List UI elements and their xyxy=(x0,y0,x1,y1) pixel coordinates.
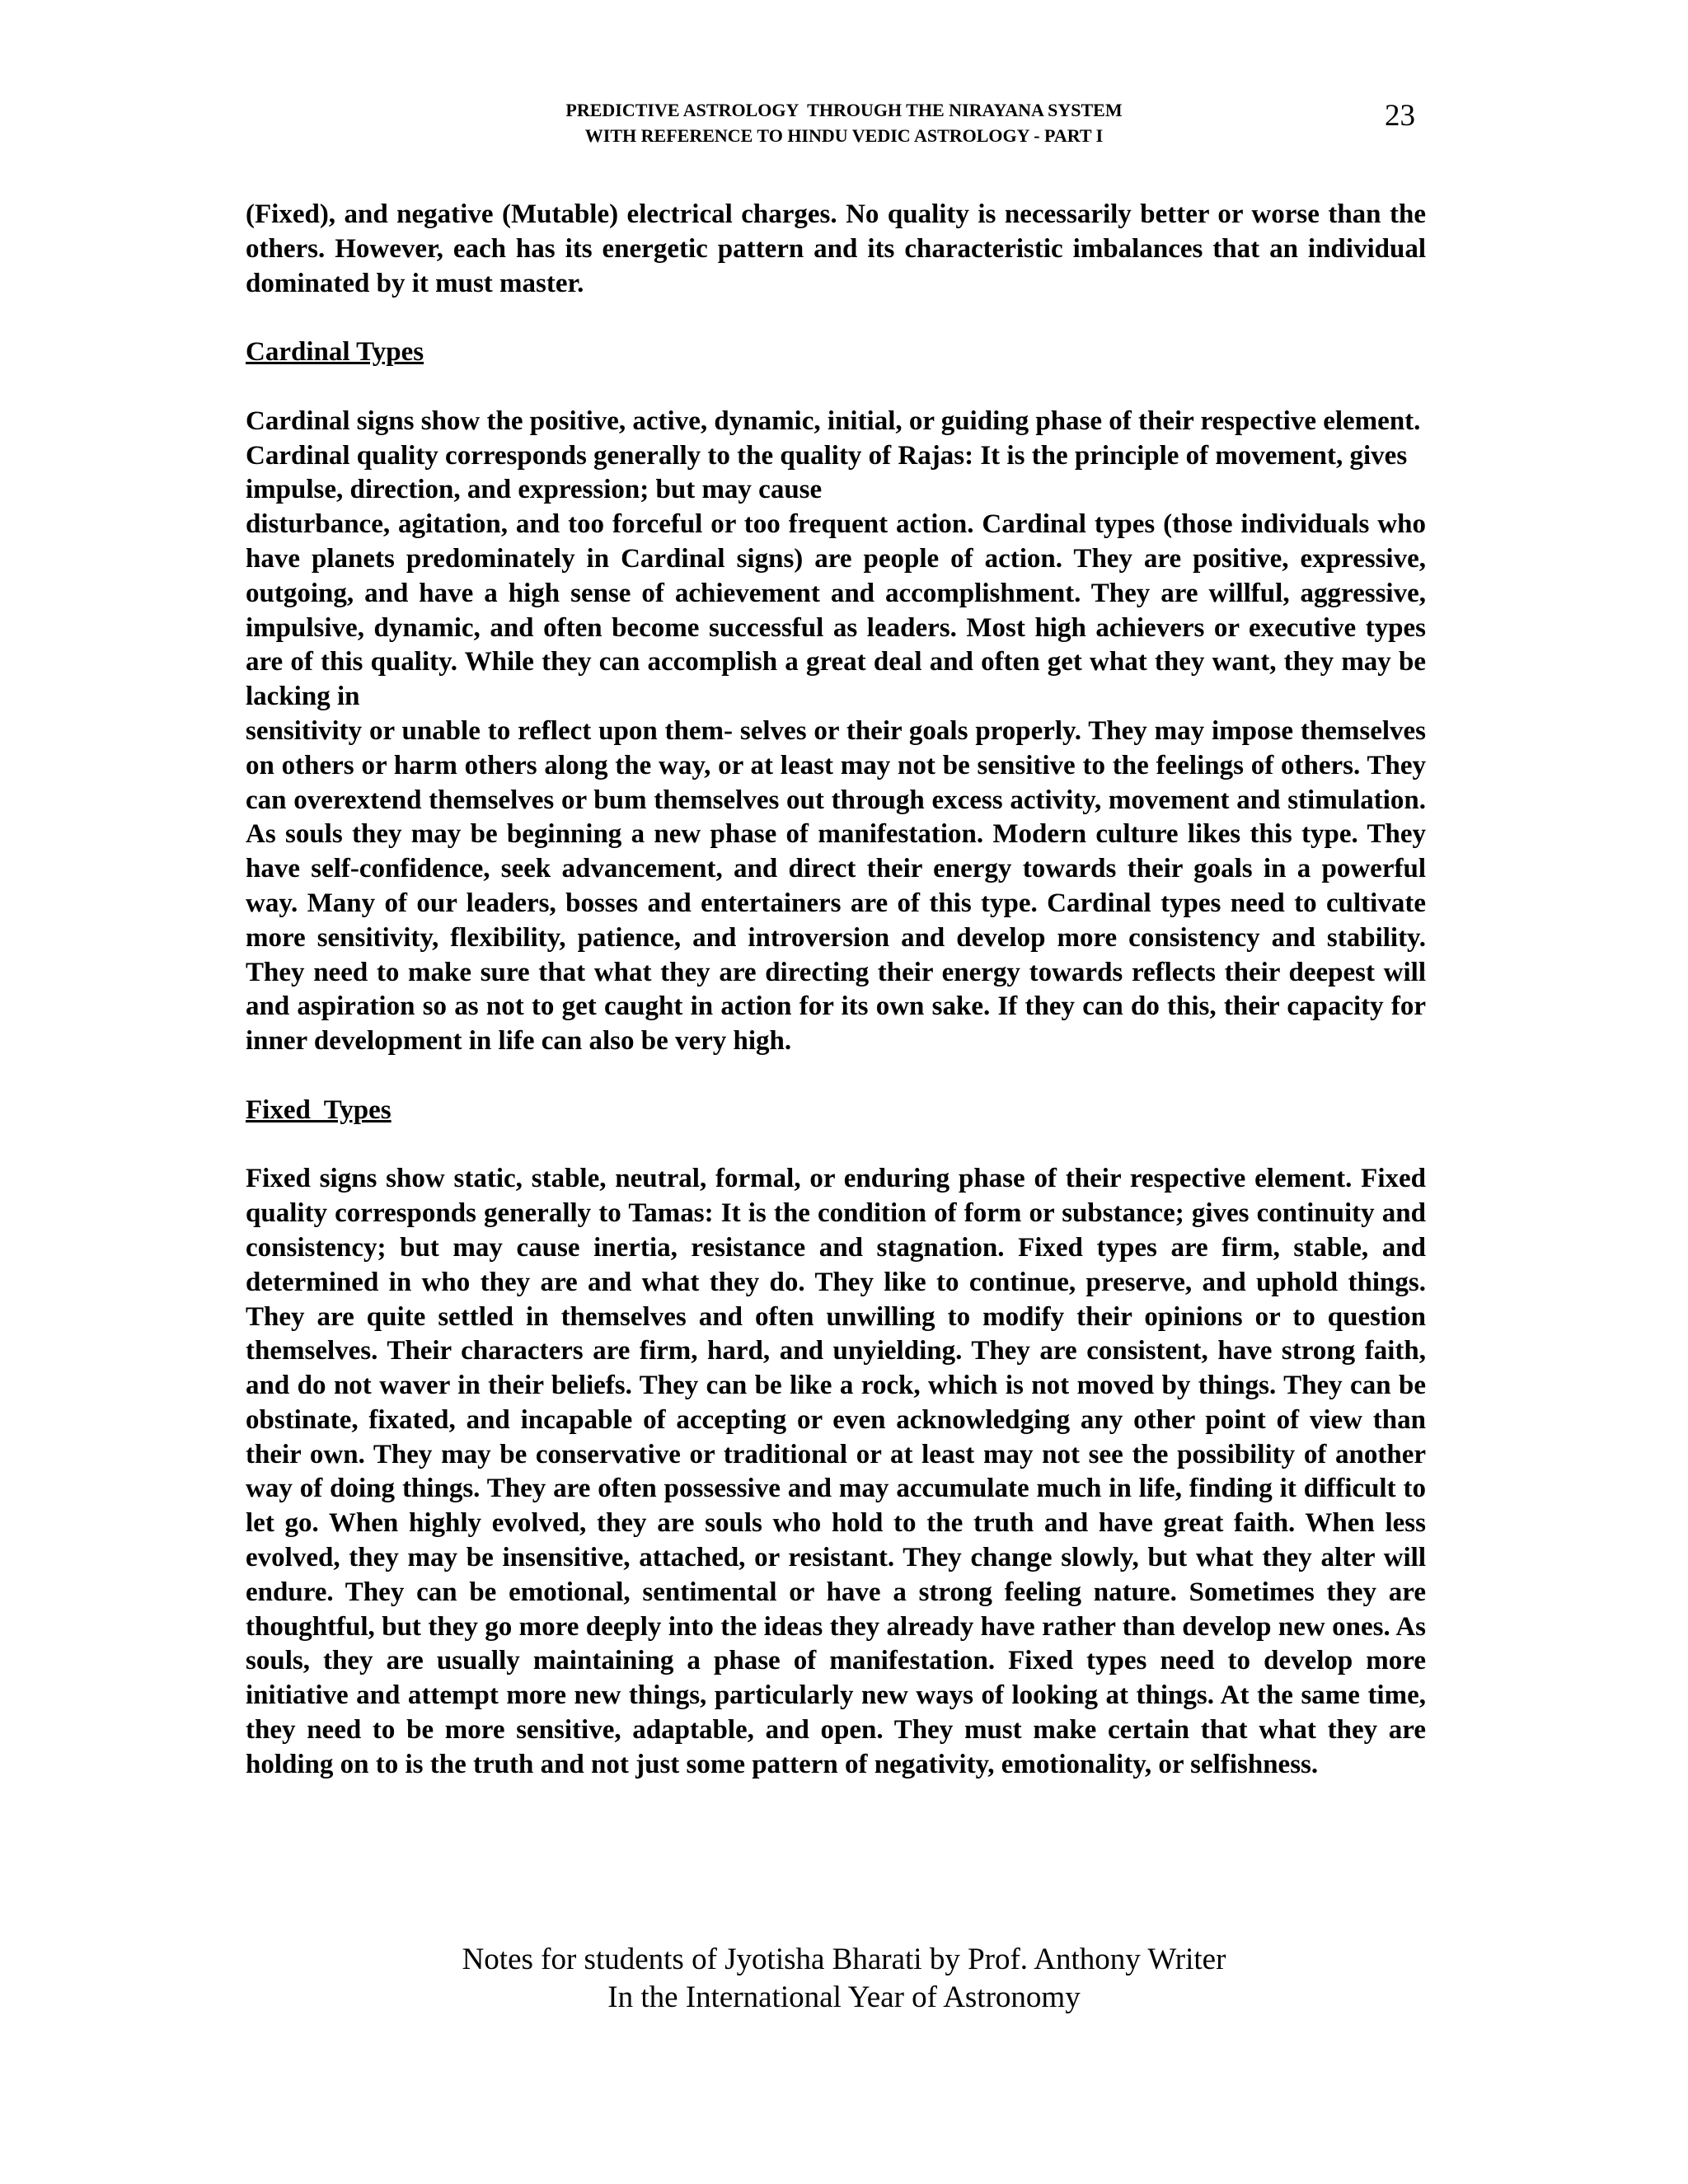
fixed-paragraph: Fixed signs show static, stable, neutral, formal, or enduring phase of their respective element. Fixed quality corresponds generally to Tamas: It is the condition of form or substance; gives continuity and consistency; but may cause inertia, resistance and stagnation. Fixed types are firm, stable, and determined in who they are and what they do. They like to continue, preserve, and uphold things. They are quite settled in themselves and often unwilling to modify their opinions or to question themselves. Their characters are firm, hard, and unyielding. They are consistent, have strong faith, and do not waver in their beliefs. They can be like a rock, which is not moved by things. They can be obstinate, fixated, and incapable of accepting or even acknowledging any other point of view than their own. They may be conservative or traditional or at least may not see the possibility of another way of doing things. They are often possessive and may accumulate much in life, finding it difficult to let go. When highly evolved, they are souls who hold to the truth and have great faith. When less evolved, they may be insensitive, attached, or resistant. They change slowly, but what they alter will endure. They can be emotional, sentimental or have a strong feeling nature. Sometimes they are thoughtful, but they go more deeply into the ideas they already have rather than develop new ones. As souls, they are usually maintaining a phase of manifestation. Fixed types need to develop more initiative and attempt more new things, particularly new ways of looking at things. At the same time, they need to be more sensitive, adaptable, and open. They must make certain that what they are holding on to is the truth and not just some pattern of negativity, emotionality, or selfishness. xyxy=(246,1164,1426,1779)
section-heading-cardinal: Cardinal Types xyxy=(246,337,424,368)
cardinal-paragraph-part-3: sensitivity or unable to reflect upon them- selves or their goals properly. They may impose themselves on others or harm others along the way, or at least may not be sensitive to the feelings of others. They can overextend themselves or bum themselves out through excess activity, movement and stimulation. As souls they may be beginning a new phase of manifestation. Modern culture likes this type. They have self-confidence, seek advancement, and direct their energy towards their goals in a powerful way. Many of our leaders, bosses and entertainers are of this type. Cardinal types need to cultivate more sensitivity, flexibility, patience, and introversion and develop more consistency and stability. They need to make sure that what they are directing their energy towards reflects their deepest will and aspiration so as not to get caught in action for its own sake. If they can do this, their capacity for inner development in life can also be very high. xyxy=(246,715,1426,1057)
cardinal-paragraph-part-1: Cardinal signs show the positive, active, dynamic, initial, or guiding phase of their respective element. Cardinal quality corresponds generally to the quality of Rajas: It is the principle of movement, gives impulse, direction, and expression; but may cause xyxy=(246,405,1421,505)
header-title-line-1: PREDICTIVE ASTROLOGY THROUGH THE NIRAYANA SYSTEM xyxy=(565,100,1123,120)
footer-line-2: In the International Year of Astronomy xyxy=(607,1980,1081,2014)
main-body xyxy=(246,198,1426,1783)
cardinal-paragraph-part-2: disturbance, agitation, and too forceful or too frequent action. Cardinal types (those individuals who have planets predominately in Cardinal signs) are people of action. They are positive, expressive, outgoing, and have a high sense of achievement and accomplishment. They are willful, aggressive, impulsive, dynamic, and often become successful as leaders. Most high achievers or executive types are of this quality. While they can accomplish a great deal and often get what they want, they may be lacking in xyxy=(246,509,1426,712)
page-footer xyxy=(0,1941,1688,2017)
page-number: 23 xyxy=(1385,99,1415,133)
header-title-line-2: WITH REFERENCE TO HINDU VEDIC ASTROLOGY - PART I xyxy=(584,125,1104,146)
footer-line-1: Notes for students of Jyotisha Bharati by Prof. Anthony Writer xyxy=(462,1943,1226,1976)
section-heading-fixed: Fixed Types xyxy=(246,1094,392,1125)
intro-paragraph: (Fixed), and negative (Mutable) electrical charges. No quality is necessarily better or worse than the others. However, each has its energetic pattern and its characteristic imbalances that an individual dominated by it must master. xyxy=(246,199,1426,298)
